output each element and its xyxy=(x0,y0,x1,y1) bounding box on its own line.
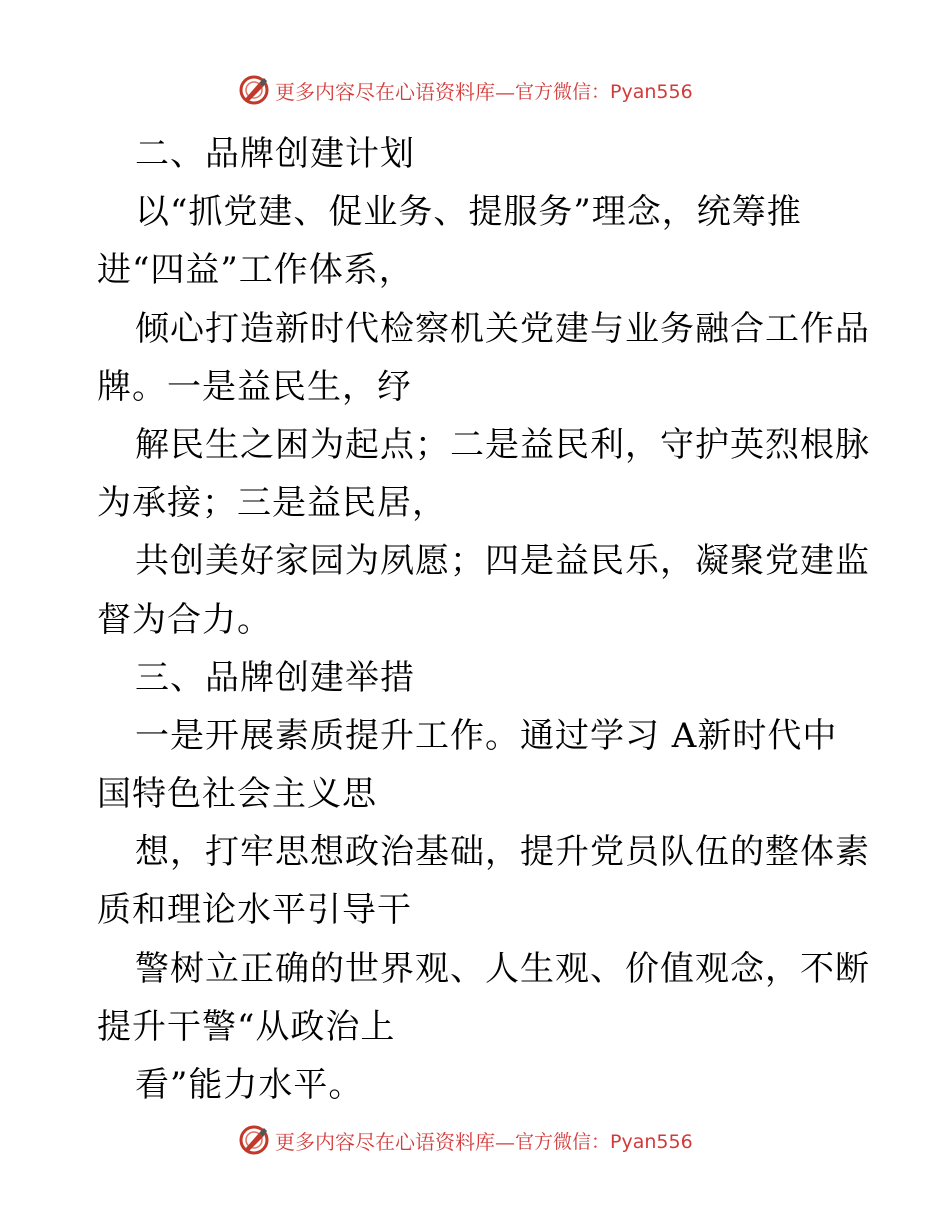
paragraph-line: 共创美好家园为夙愿；四是益民乐，凝聚党建监 xyxy=(135,541,870,582)
header-banner xyxy=(237,70,693,110)
pen-nib-logo-icon xyxy=(237,1123,271,1157)
paragraph-line: 质和理论水平引导干 xyxy=(97,890,412,931)
paragraph-line: 牌。一是益民生，纾 xyxy=(97,366,412,407)
section-heading: 三、品牌创建举措 xyxy=(135,657,415,698)
paragraph-line: 提升干警“从政治上 xyxy=(97,1006,396,1047)
paragraph-line: 想，打牢思想政治基础，提升党员队伍的整体素 xyxy=(135,832,870,873)
banner-text: 更多内容尽在心语资料库— xyxy=(275,79,515,104)
paragraph-line: 警树立正确的世界观、人生观、价值观念，不断 xyxy=(135,948,870,989)
banner-text: 更多内容尽在心语资料库— xyxy=(275,1129,515,1154)
paragraph-line: 看”能力水平。 xyxy=(135,1065,364,1105)
footer-banner xyxy=(237,1120,693,1160)
document-body xyxy=(97,125,870,1114)
paragraph-line: 倾心打造新时代检察机关党建与业务融合工作品 xyxy=(135,308,870,349)
paragraph-line: 解民生之困为起点；二是益民利，守护英烈根脉 xyxy=(135,424,870,465)
paragraph-line: 以“抓党建、促业务、提服务”理念，统筹推 xyxy=(135,192,802,233)
banner-wechat: 官方微信：Pyan556 xyxy=(515,1130,693,1153)
paragraph-line: 进“四益”工作体系， xyxy=(97,250,414,291)
paragraph-line: 一是开展素质提升工作。通过学习 A新时代中 xyxy=(135,715,838,756)
pen-nib-logo-icon xyxy=(237,73,271,107)
section-heading: 二、品牌创建计划 xyxy=(135,134,415,174)
paragraph-line: 为承接；三是益民居， xyxy=(97,483,447,524)
paragraph-line: 国特色社会主义思 xyxy=(97,774,377,815)
banner-wechat: 官方微信：Pyan556 xyxy=(515,80,693,103)
paragraph-line: 督为合力。 xyxy=(97,599,272,640)
